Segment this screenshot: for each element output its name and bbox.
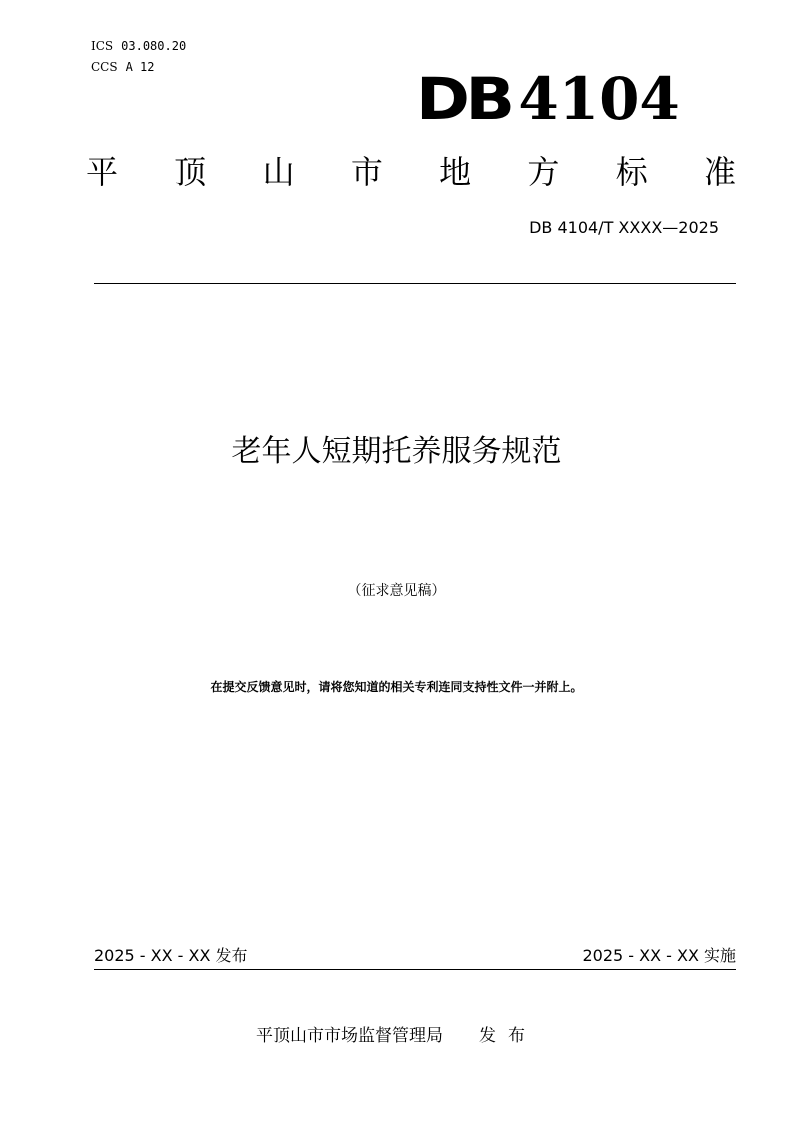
document-title: 老年人短期托养服务规范: [231, 434, 562, 469]
ccs-line: [91, 59, 155, 75]
release-date: 2025 - XX - XX 发布: [94, 946, 248, 965]
implement-date: 2025 - XX - XX 实施: [582, 946, 736, 965]
footer-divider: [94, 969, 736, 970]
standard-type-char: 准: [703, 153, 736, 191]
db-logo-number: 4104: [518, 65, 680, 133]
draft-status: （征求意见稿）: [347, 583, 446, 599]
standard-type-char: 山: [262, 153, 295, 191]
standard-type-char: 地: [439, 153, 472, 191]
standard-type-char: 市: [350, 153, 383, 191]
standard-type-char: 平: [86, 153, 119, 191]
ics-label: ICS: [91, 39, 114, 53]
header-divider: [94, 283, 736, 284]
standard-type-char: 顶: [174, 153, 207, 191]
standard-type-char: 标: [615, 153, 648, 191]
standard-type-char: 方: [527, 153, 560, 191]
publisher-line: [0, 1023, 793, 1049]
patent-notice: 在提交反馈意见时，请将您知道的相关专利连同支持性文件一并附上。: [210, 680, 583, 694]
db-logo-prefix: DB: [416, 65, 511, 133]
ics-line: [91, 38, 186, 54]
publisher-name: 平顶山市市场监督管理局: [256, 1026, 443, 1046]
publish-action: 发布: [479, 1026, 537, 1046]
db-standard-logo: [416, 65, 680, 133]
standard-number: DB 4104/T XXXX—2025: [529, 218, 719, 237]
ccs-label: CCS: [91, 60, 118, 74]
ccs-code: A 12: [125, 60, 155, 74]
ics-code: 03.080.20: [121, 39, 187, 53]
standard-type-heading: [86, 148, 736, 196]
